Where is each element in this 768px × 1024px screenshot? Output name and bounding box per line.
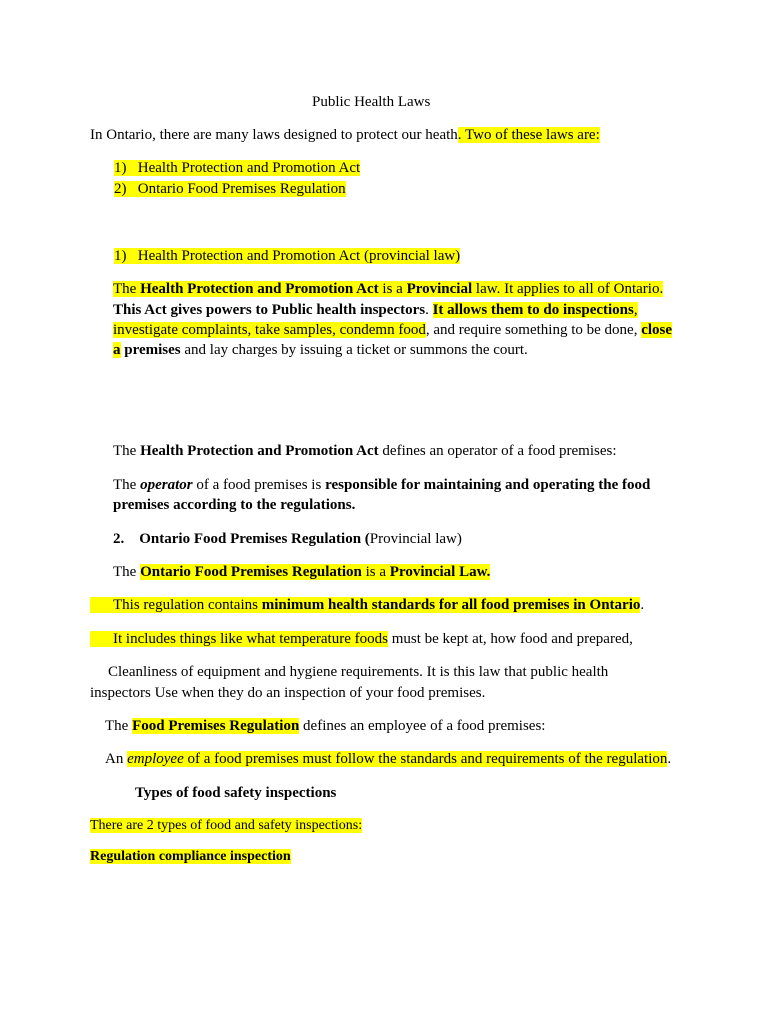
section2-para4-line	[108, 662, 608, 682]
text-run	[113, 281, 663, 297]
text-run: .	[640, 597, 645, 613]
section1-para3-line	[113, 495, 355, 515]
text-run: and lay charges by issuing a ticket or summons the court.	[180, 342, 528, 358]
text-run	[90, 631, 388, 647]
text-run: There are 2 types of food and safety inspections:	[90, 818, 363, 833]
section2-para2	[90, 595, 644, 615]
text-run: Provincial Law.	[389, 564, 491, 580]
text-run: .	[425, 302, 433, 318]
section2-para5	[105, 716, 545, 736]
text-run: 1)	[114, 248, 127, 264]
text-run: Cleanliness of equipment and hygiene requirements. It is this law that public health	[108, 664, 609, 680]
section1-para1-line	[113, 340, 528, 360]
text-run: An	[105, 751, 128, 767]
text-run: 2)	[114, 181, 127, 197]
text-run: The	[113, 443, 141, 459]
section1-para1-line	[113, 300, 638, 320]
text-run: The	[113, 564, 141, 580]
text-run: 2.	[113, 531, 125, 547]
text-run: The	[113, 477, 141, 493]
text-run: must be kept at, how food and prepared,	[387, 631, 633, 647]
section2-para3	[90, 629, 633, 649]
text-run: investigate complaints, take samples, condemn food	[113, 322, 426, 338]
text-run: It includes things like what temperature foods	[113, 631, 388, 647]
text-run: of a food premises must follow the standards and requirements of the regulation	[183, 751, 668, 767]
text-run: This regulation contains	[113, 597, 262, 613]
section1-para1-line	[113, 320, 672, 340]
text-run: operator	[140, 477, 193, 493]
text-run: , and require something to be done,	[425, 322, 642, 338]
list-item	[114, 179, 346, 199]
text-run: 1)	[114, 160, 127, 176]
text-run: In Ontario, there are many laws designed to protect our heath	[90, 127, 458, 143]
text-run: defines an operator of a food premises:	[378, 443, 617, 459]
text-run: a	[113, 342, 121, 358]
section3-para2	[90, 847, 291, 867]
section3-heading	[135, 783, 336, 803]
text-run: Health Protection and Promotion Act	[140, 443, 379, 459]
text-run: Types of food safety inspections	[135, 785, 337, 801]
text-run: Ontario Food Premises Regulation	[137, 181, 346, 197]
section3-para1	[90, 816, 362, 836]
text-run: Regulation compliance inspection	[90, 849, 291, 864]
text-run: Health Protection and Promotion Act	[137, 160, 361, 176]
text-run: minimum health standards for all food premises in Ontario	[261, 597, 641, 613]
text-run	[114, 160, 360, 176]
list-item	[114, 158, 360, 178]
text-run: Provincial	[406, 281, 473, 297]
text-run: Public Health Laws	[312, 94, 431, 110]
text-run: is a	[378, 281, 407, 297]
text-run: . Two of these laws are:	[457, 127, 600, 143]
text-run: The	[105, 718, 133, 734]
section2-para6	[105, 749, 671, 769]
text-run: premises according to the regulations.	[113, 497, 356, 513]
text-run: Health Protection and Promotion Act	[140, 281, 379, 297]
text-run: inspectors Use when they do an inspection of your food premises.	[90, 685, 486, 701]
section1-para1-line	[113, 279, 663, 299]
section2-para4-line	[90, 683, 485, 703]
text-run	[114, 248, 460, 264]
section2-heading	[113, 529, 462, 549]
text-run	[140, 477, 193, 493]
text-run: is a	[361, 564, 390, 580]
text-run: Food Premises Regulation	[132, 718, 300, 734]
text-run: defines an employee of a food premises:	[299, 718, 546, 734]
text-run	[90, 597, 640, 613]
text-run: of a food premises is	[192, 477, 326, 493]
text-run: law. It applies to all of Ontario.	[472, 281, 664, 297]
section1-heading	[114, 246, 460, 266]
section1-para2	[113, 441, 617, 461]
text-run	[114, 181, 346, 197]
text-run: responsible for maintaining and operating the food	[325, 477, 651, 493]
text-run: This Act gives powers to Public health inspectors	[113, 302, 426, 318]
text-run: Ontario Food Premises Regulation	[140, 564, 362, 580]
intro-paragraph	[90, 125, 600, 145]
page-title	[312, 92, 430, 112]
text-run: Health Protection and Promotion Act (provincial law)	[137, 248, 461, 264]
text-run: Ontario Food Premises Regulation (	[139, 531, 370, 547]
section1-para3-line	[113, 475, 650, 495]
text-run: employee	[127, 751, 184, 767]
text-run: Provincial law)	[369, 531, 462, 547]
text-run: The	[113, 281, 141, 297]
text-run: .	[667, 751, 672, 767]
text-run: premises	[120, 342, 181, 358]
section2-para1	[113, 562, 490, 582]
text-run: ,	[633, 302, 638, 318]
text-run: It allows them to do inspections	[432, 302, 634, 318]
text-run: close	[641, 322, 673, 338]
